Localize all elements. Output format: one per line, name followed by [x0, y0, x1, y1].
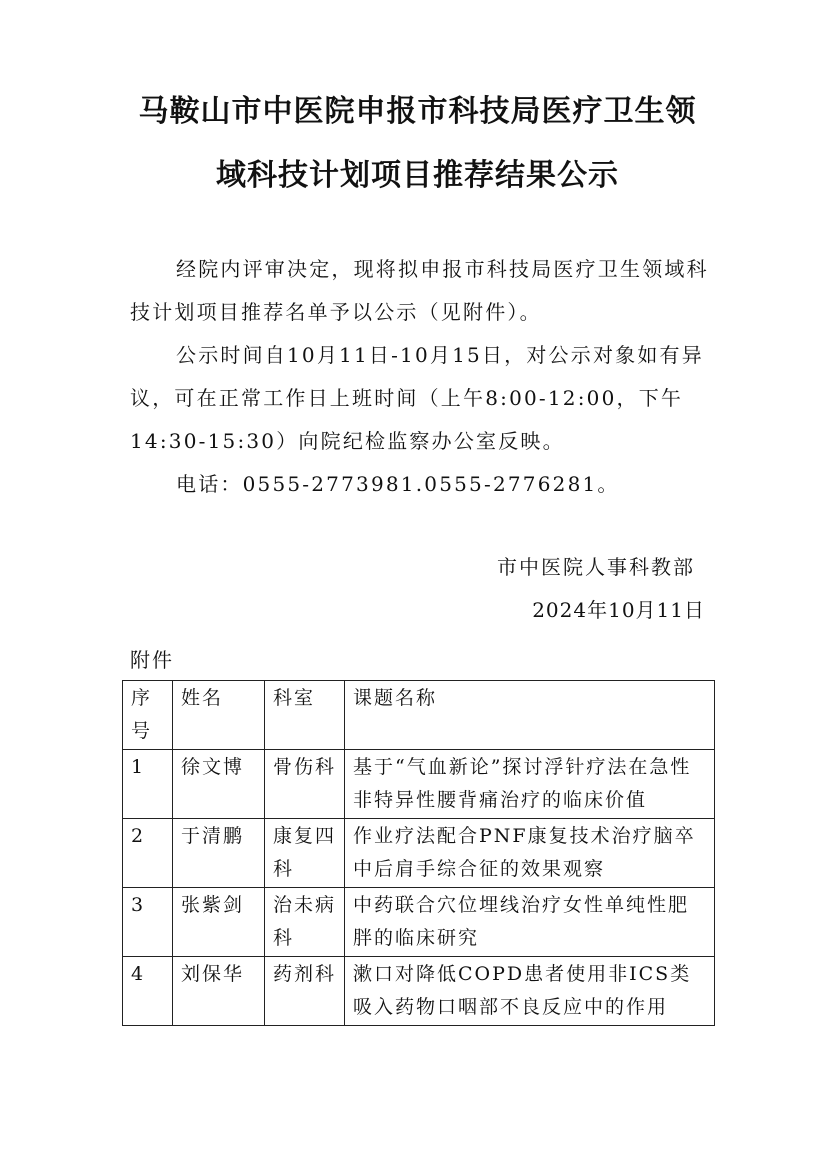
attachment-label: 附件: [130, 648, 174, 672]
header-cell-department: 科室: [265, 681, 345, 750]
cell-topic: 基于“气血新论”探讨浮针疗法在急性非特异性腰背痛治疗的临床价值: [345, 750, 715, 819]
table-header-row: [123, 681, 715, 750]
paragraph-text: 电话：0555-2773981.0555-2776281。: [176, 472, 620, 496]
cell-topic: 中药联合穴位埋线治疗女性单纯性肥胖的临床研究: [345, 888, 715, 957]
cell-index: 1: [123, 750, 173, 819]
document-title-line-2: 域科技计划项目推荐结果公示: [216, 158, 619, 193]
table-row: [123, 819, 715, 888]
cell-department: 药剂科: [265, 957, 345, 1026]
cell-index: 3: [123, 888, 173, 957]
cell-name: 徐文博: [173, 750, 265, 819]
cell-department: 康复四科: [265, 819, 345, 888]
cell-department: 骨伤科: [265, 750, 345, 819]
recommended-projects-table: [122, 680, 715, 1026]
cell-name: 刘保华: [173, 957, 265, 1026]
cell-name: 张紫剑: [173, 888, 265, 957]
table-row: [123, 750, 715, 819]
notice-paragraph-period: [130, 334, 720, 463]
table-row: [123, 957, 715, 1026]
cell-index: 2: [123, 819, 173, 888]
cell-index: 4: [123, 957, 173, 1026]
table-row: [123, 888, 715, 957]
notice-paragraph-review: [130, 248, 720, 334]
header-cell-index: 序号: [123, 681, 173, 750]
signature-department: 市中医院人事科教部: [497, 555, 695, 579]
header-cell-topic: 课题名称: [345, 681, 715, 750]
header-cell-name: 姓名: [173, 681, 265, 750]
paragraph-text: 经院内评审决定，现将拟申报市科技局医疗卫生领域科技计划项目推荐名单予以公示（见附件）。: [130, 257, 709, 324]
cell-topic: 漱口对降低COPD患者使用非ICS类吸入药物口咽部不良反应中的作用: [345, 957, 715, 1026]
paragraph-text: 公示时间自10月11日-10月15日，对公示对象如有异议，可在正常工作日上班时间（上午8:00-12:00，下午14:30-15:30）向院纪检监察办公室反映。: [130, 343, 704, 453]
notice-paragraph-phone: [130, 463, 720, 506]
cell-name: 于清鹏: [173, 819, 265, 888]
cell-topic: 作业疗法配合PNF康复技术治疗脑卒中后肩手综合征的效果观察: [345, 819, 715, 888]
cell-department: 治未病科: [265, 888, 345, 957]
document-title-line-1: 马鞍山市中医院申报市科技局医疗卫生领: [138, 94, 697, 129]
signature-date: 2024年10月11日: [532, 598, 705, 622]
